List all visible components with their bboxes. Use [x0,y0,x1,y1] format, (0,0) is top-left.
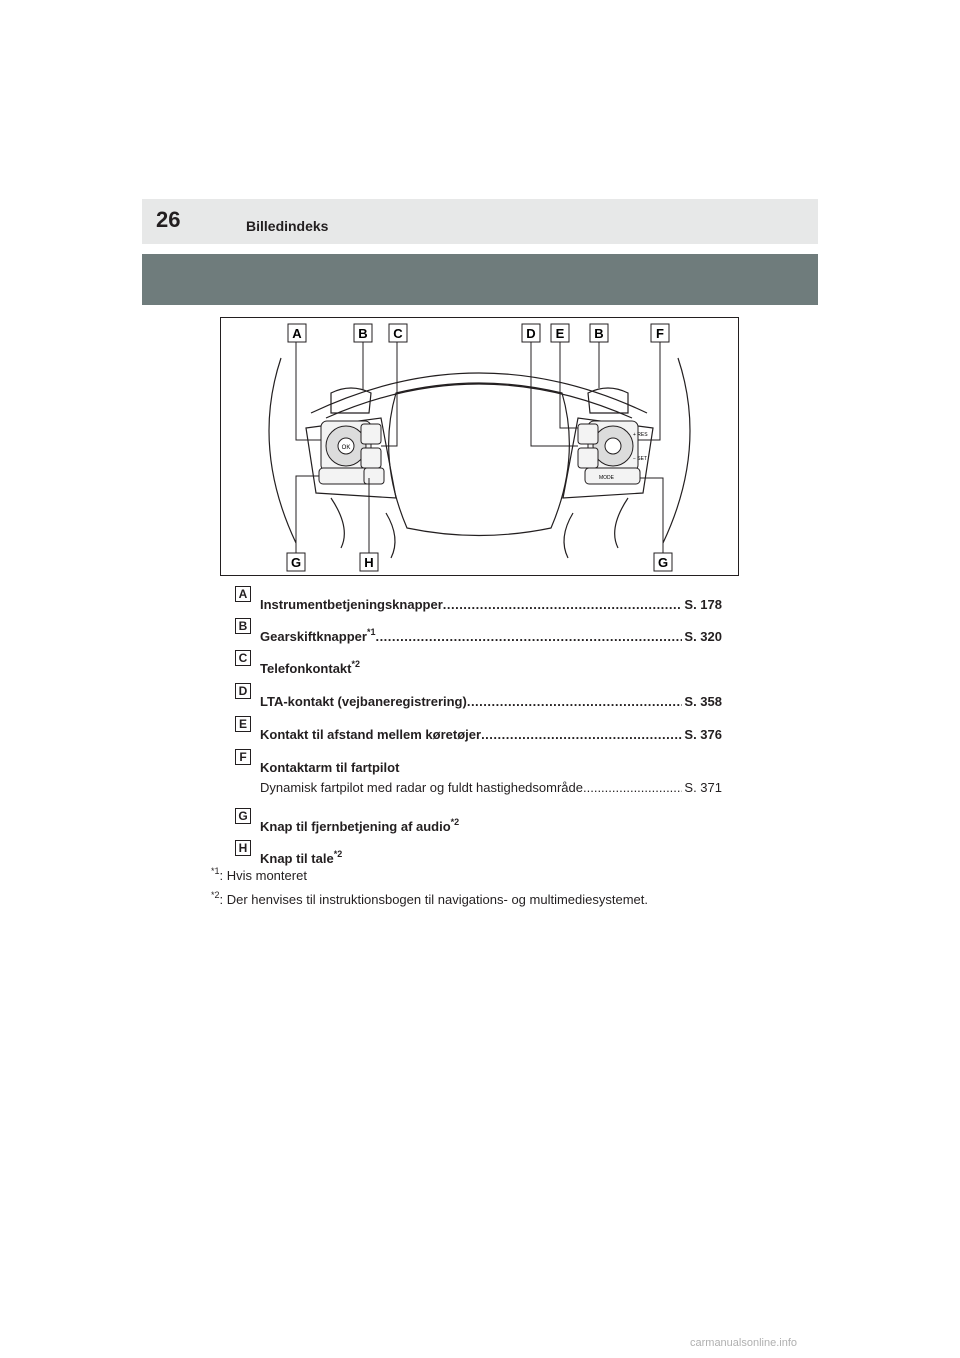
legend-label: Kontaktarm til fartpilot [260,760,400,775]
footnote-mark: *2 [211,890,220,900]
page-number: 26 [156,207,181,232]
page-ref: S. 320 [684,629,722,644]
legend-label: Instrumentbetjeningsknapper [260,597,443,612]
svg-text:D: D [526,326,536,341]
footnote-mark: *1 [366,627,376,637]
airbag-outline [389,383,570,536]
steering-wheel-illustration [221,318,738,575]
legend-letter: F [235,749,251,765]
callout-e [551,324,569,342]
section-title: Billedindeks [246,218,329,234]
ok-button-label: OK [341,445,351,451]
svg-text:H: H [364,555,374,570]
sub-entry-radar-cruise [260,780,722,795]
legend-letter: C [235,650,251,666]
page-ref: S. 371 [684,780,722,795]
svg-text:A: A [292,326,302,341]
legend-label: Knap til fjernbetjening af audio [260,819,451,834]
legend-label: LTA-kontakt (vejbaneregistrering) [260,694,467,709]
mode-label: MODE [599,475,614,481]
wheel-top [311,373,647,413]
svg-text:G: G [657,555,669,570]
callout-g-right [654,553,672,571]
chapter-band [142,254,818,305]
callout-g-left [287,553,305,571]
set-label: − SET [633,456,648,462]
legend-label: Knap til tale [260,851,334,866]
footnote-1: $^{*1}$: Hvis monteret [211,866,307,883]
page-ref: S. 358 [684,694,722,709]
callout-h [360,553,378,571]
svg-text:F: F [656,326,664,341]
legend-letter: G [235,808,251,824]
svg-text:B: B [358,326,368,341]
legend-letter: H [235,840,251,856]
sub-entry-label: Dynamisk fartpilot med radar og fuldt hastighedsområde [260,780,583,795]
legend-letter: B [235,618,251,634]
callout-c [389,324,407,342]
res-label: + RES [633,432,648,438]
callout-f [651,324,669,342]
legend-label: Gearskiftknapper [260,629,367,644]
footnote-2: $^{*2}$: Der henvises til instruktionsbogen til navigations- og multimediesystemet. [211,890,648,907]
legend-letter: A [235,586,251,602]
wheel-rim-right-arc [663,358,690,543]
legend-label: Telefonkontakt [260,661,352,676]
steering-wheel-figure [220,317,739,576]
callout-b-right [590,324,608,342]
legend-label: Kontakt til afstand mellem køretøjer [260,727,482,742]
svg-text:G: G [290,555,302,570]
watermark: carmanualsonline.info [690,1337,798,1349]
page-ref: S. 178 [684,597,722,612]
footnote-mark: *1 [211,866,220,876]
svg-text:B: B [594,326,604,341]
page-header [142,199,818,244]
legend-letter: E [235,716,251,732]
callout-b-left [354,324,372,342]
callout-a [288,324,306,342]
page-ref: S. 376 [684,727,722,742]
footnote-mark: *2 [351,659,361,669]
legend-letter: D [235,683,251,699]
svg-text:E: E [555,326,565,341]
callout-d [522,324,540,342]
footnote-mark: *2 [450,817,460,827]
footnote-mark: *2 [333,849,343,859]
wheel-rim-left-arc [269,358,296,543]
svg-text:C: C [393,326,403,341]
